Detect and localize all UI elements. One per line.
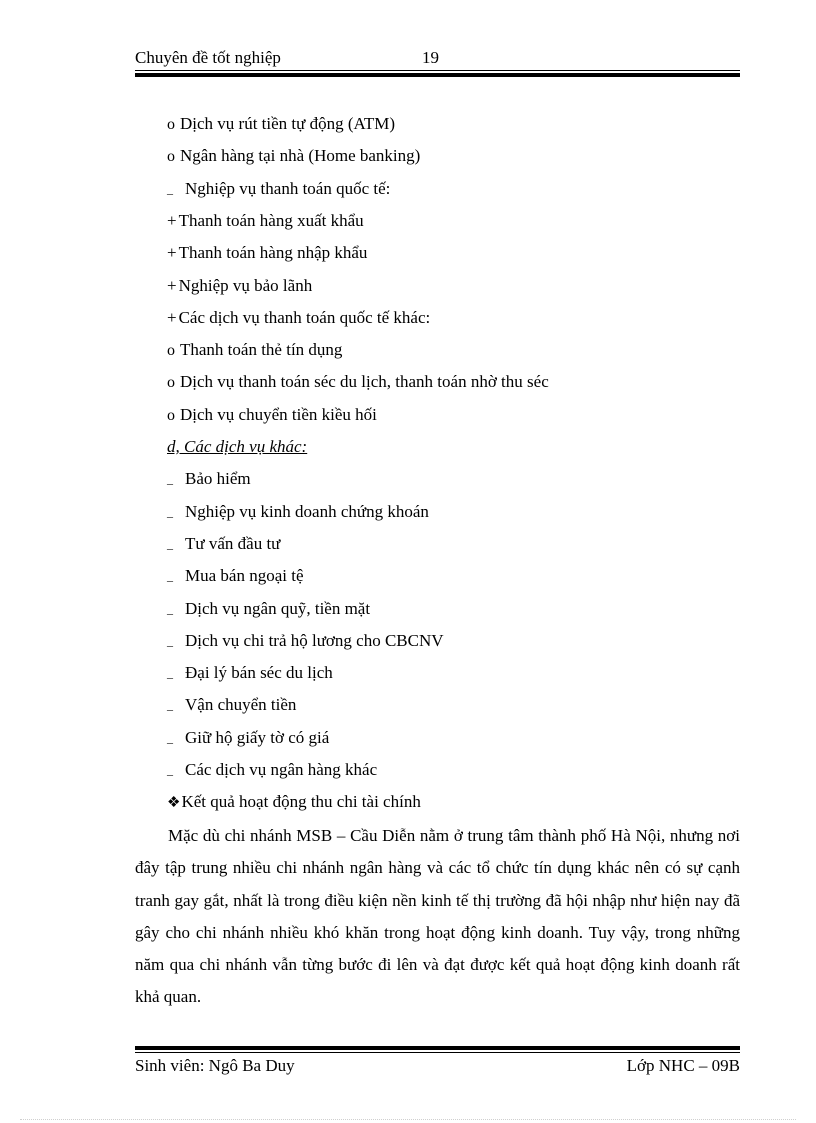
bullet-circle-icon: o [167,342,175,360]
body-paragraph [135,820,740,1014]
bullet-dash-icon: _ [167,536,173,551]
list-item-text: Nghiệp vụ kinh doanh chứng khoán [185,501,429,521]
list-item [167,532,280,556]
footer-rule-thin [135,1052,740,1053]
section-subheading: d, Các dịch vụ khác: [167,437,308,456]
bullet-dash-icon: _ [167,763,173,777]
footer-rule-thick [135,1046,740,1050]
list-item [167,629,444,653]
bullet-dash-icon: _ [167,472,173,487]
bullet-plus-icon: + [167,243,177,263]
bullet-circle-icon: o [167,148,175,166]
header-rule-thick [135,73,740,77]
list-item [167,177,390,201]
list-item [167,241,367,265]
class-code: Lớp NHC – 09B [626,1056,740,1075]
bullet-circle-icon: o [167,116,175,133]
list-item [167,144,420,168]
list-item-text: Vận chuyển tiền [185,695,297,715]
bullet-diamond-icon: ❖ [167,795,181,812]
bullet-dash-icon: _ [167,504,173,519]
list-item-text: Dịch vụ chuyển tiền kiều hối [180,404,377,424]
bullet-plus-icon: + [167,210,177,230]
list-item-text: Ngân hàng tại nhà (Home banking) [180,146,421,166]
list-item [167,726,329,750]
bullet-dash-icon: _ [167,181,173,196]
list-item-text: Bảo hiểm [185,469,251,489]
bullet-dash-icon: _ [167,698,173,713]
list-item [167,500,429,524]
bullet-dash-icon: _ [167,730,173,745]
list-item-text: Tư vấn đầu tư [185,533,281,553]
list-item-text: Nghiệp vụ bảo lãnh [178,275,313,295]
list-item-text: Kết quả hoạt động thu chi tài chính [181,792,421,812]
list-item-text: Giữ hộ giấy tờ có giá [185,727,330,747]
bullet-dash-icon: _ [167,666,173,681]
list-item-text: Dịch vụ chi trả hộ lương cho CBCNV [185,630,444,650]
page-number: 19 [422,48,439,67]
bullet-plus-icon: + [167,275,177,295]
list-item [167,403,377,427]
list-item [167,467,251,491]
list-item [167,306,430,330]
bullet-plus-icon: + [167,307,177,327]
list-item [167,564,304,588]
student-name: Sinh viên: Ngô Ba Duy [135,1056,295,1075]
list-item-text: Các dịch vụ thanh toán quốc tế khác: [178,307,431,327]
list-item-text: Dịch vụ rút tiền tự động (ATM) [180,114,396,133]
list-item [167,597,370,621]
page-edge-dotted [20,1119,796,1120]
list-item-text: Thanh toán hàng xuất khẩu [178,210,364,230]
bullet-dash-icon: _ [167,569,173,584]
list-item [167,209,364,233]
bullet-circle-icon: o [167,406,175,424]
bullet-circle-icon: o [167,374,175,392]
list-item-text: Các dịch vụ ngân hàng khác [185,760,378,779]
list-item-text: Đại lý bán séc du lịch [185,663,333,683]
header-rule-thin [135,70,740,71]
list-item [167,112,395,136]
list-item [167,370,549,394]
list-item-text: Dịch vụ thanh toán séc du lịch, thanh toán nhờ thu séc [180,372,549,392]
list-item [167,338,342,362]
bullet-dash-icon: _ [167,633,173,648]
list-item [167,661,333,685]
list-item-text: Thanh toán thẻ tín dụng [180,340,343,360]
list-item-text: Dịch vụ ngân quỹ, tiền mặt [185,598,371,618]
bullet-dash-icon: _ [167,601,173,616]
list-item-text: Nghiệp vụ thanh toán quốc tế: [185,178,391,198]
document-title: Chuyên đề tốt nghiệp [135,48,281,67]
paragraph-text: Mặc dù chi nhánh MSB – Cầu Diễn nằm ở trung tâm thành phố Hà Nội, nhưng nơi đây tập trung nhiều chi nhánh ngân hàng và các tổ chức tín dụng khác nên có sự cạnh tranh gay gắt, nhất là trong điều kiện nền kinh tế thị trường đã hội nhập như hiện nay đã gây cho chi nhánh nhiều khó khăn trong hoạt động kinh doanh. Tuy vậy, trong những năm qua chi nhánh vẫn từng bước đi lên và đạt được kết quả hoạt động kinh doanh rất khả quan. [135,826,740,1007]
list-item-text: Thanh toán hàng nhập khẩu [178,243,368,263]
list-item [167,693,296,717]
list-item [167,435,307,459]
list-item [167,758,377,782]
list-item [167,274,312,298]
list-item-text: Mua bán ngoại tệ [185,566,304,586]
page-header [135,48,740,68]
list-item [167,790,421,814]
